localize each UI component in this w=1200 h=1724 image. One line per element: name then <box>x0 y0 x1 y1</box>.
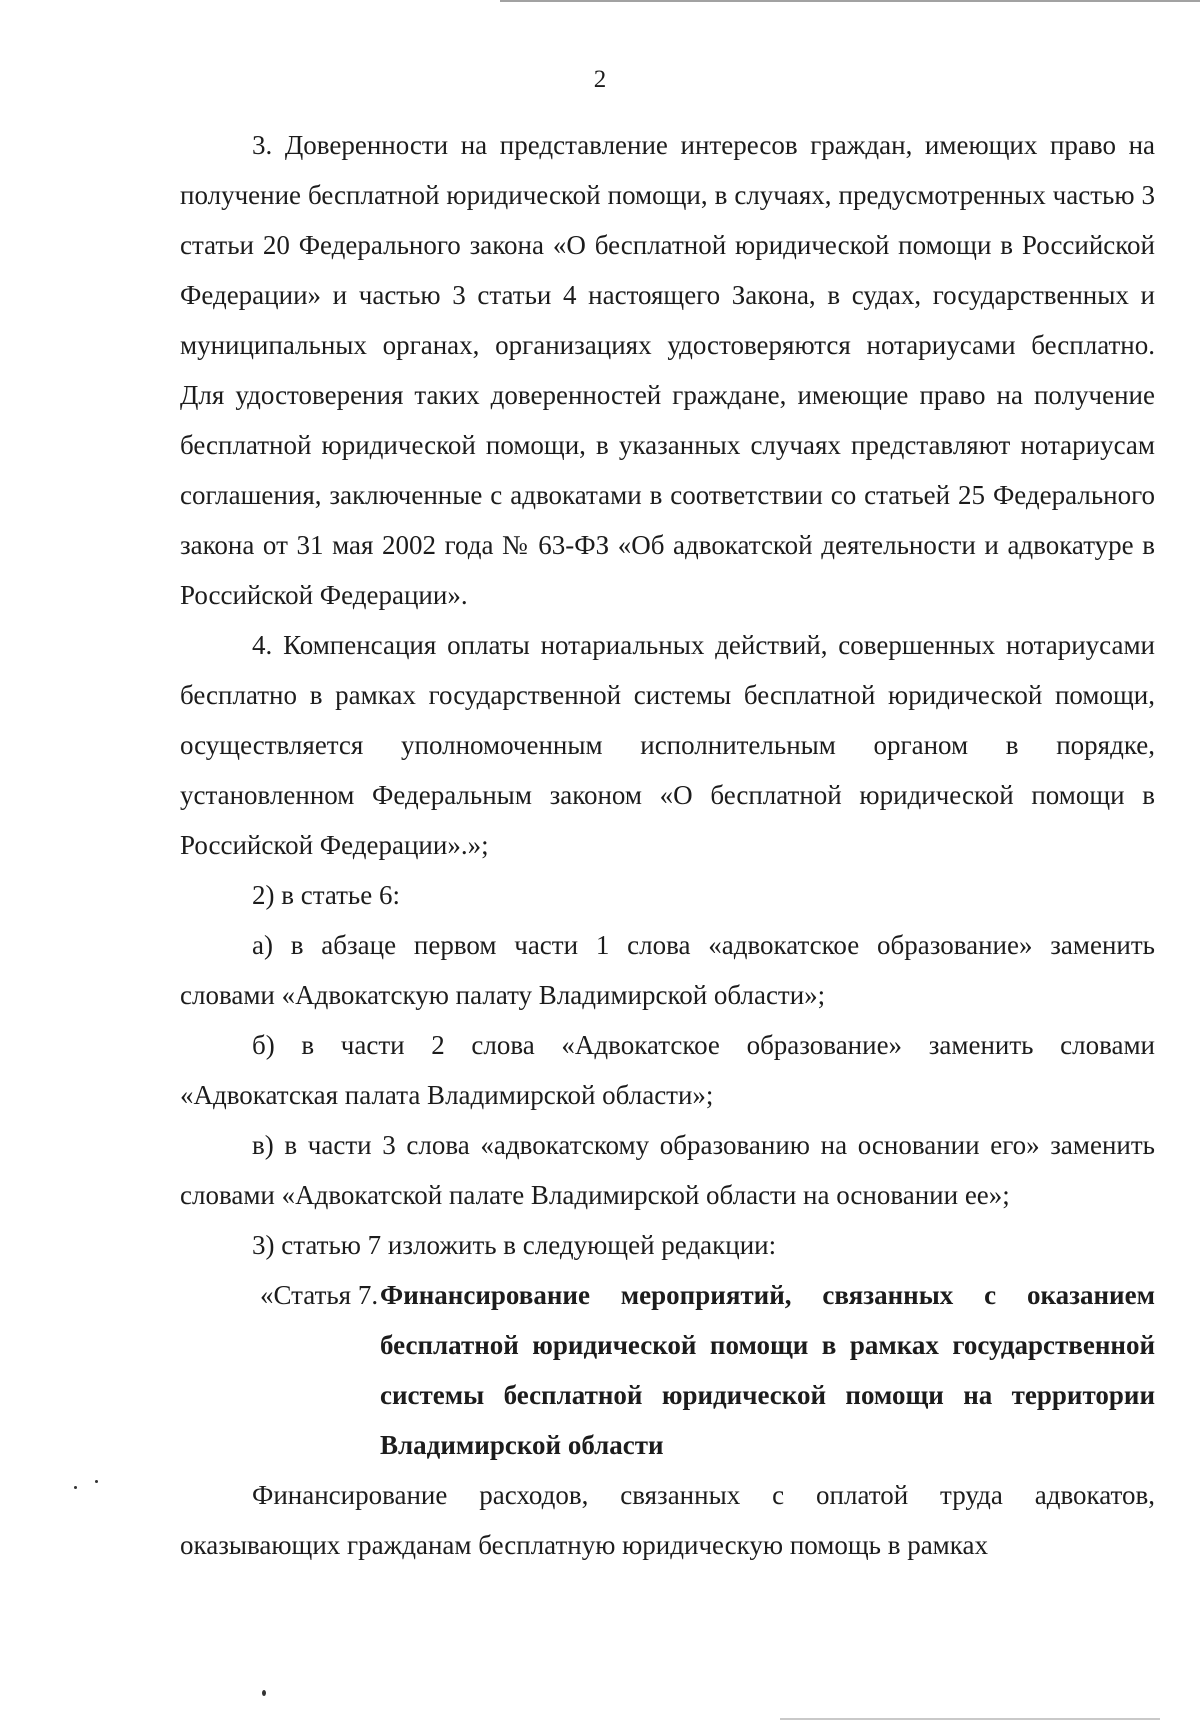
bottom-scan-rule <box>780 1718 1160 1720</box>
article-title: Финансирование мероприятий, связанных с оказанием бесплатной юридической помощи в рамках государственной системы бесплатной юридической помощи на территории Владимирской области <box>380 1280 1155 1460</box>
page-number: 2 <box>593 66 607 93</box>
scan-speck <box>262 1690 266 1696</box>
scan-speck <box>74 1486 77 1489</box>
paragraph-item-4: 4. Компенсация оплаты нотариальных действий, совершенных нотариусами бесплатно в рамках государственной системы бесплатной юридической помощи, осуществляется уполномоченным исполнительным органом в порядке, установленном Федеральным законом «О бесплатной юридической помощи в Российской Федерации».»; <box>180 630 1155 860</box>
amendment-3: 3) статью 7 изложить в следующей редакции: <box>252 1230 777 1260</box>
closing-paragraph: Финансирование расходов, связанных с оплатой труда адвокатов, оказывающих гражданам бесплатную юридическую помощь в рамках <box>180 1480 1155 1560</box>
amendment-2b: б) в части 2 слова «Адвокатское образование» заменить словами «Адвокатская палата Владимирской области»; <box>180 1030 1155 1110</box>
paragraph-item-3: 3. Доверенности на представление интересов граждан, имеющих право на получение бесплатной юридической помощи, в случаях, предусмотренных частью 3 статьи 20 Федерального закона «О бесплатной юридической помощи в Российской Федерации» и частью 3 статьи 4 настоящего Закона, в судах, государственных и муниципальных органах, организациях удостоверяются нотариусами бесплатно. Для удостоверения таких доверенностей граждане, имеющие право на получение бесплатной юридической помощи, в указанных случаях представляют нотариусам соглашения, заключенные с адвокатами в соответствии со статьей 25 Федерального закона от 31 мая 2002 года № 63-ФЗ «Об адвокатской деятельности и адвокатуре в Российской Федерации». <box>180 130 1155 610</box>
article-label: «Статья 7. <box>260 1280 379 1310</box>
scan-speck <box>95 1480 98 1483</box>
amendment-2a: а) в абзаце первом части 1 слова «адвокатское образование» заменить словами «Адвокатскую палату Владимирской области»; <box>180 930 1155 1010</box>
amendment-2: 2) в статье 6: <box>252 880 400 910</box>
document-body <box>180 120 1155 1570</box>
amendment-2v: в) в части 3 слова «адвокатскому образованию на основании его» заменить словами «Адвокатской палате Владимирской области на основании ее»; <box>180 1130 1155 1210</box>
article-7-heading <box>180 1270 1155 1470</box>
top-scan-rule <box>500 0 1200 2</box>
